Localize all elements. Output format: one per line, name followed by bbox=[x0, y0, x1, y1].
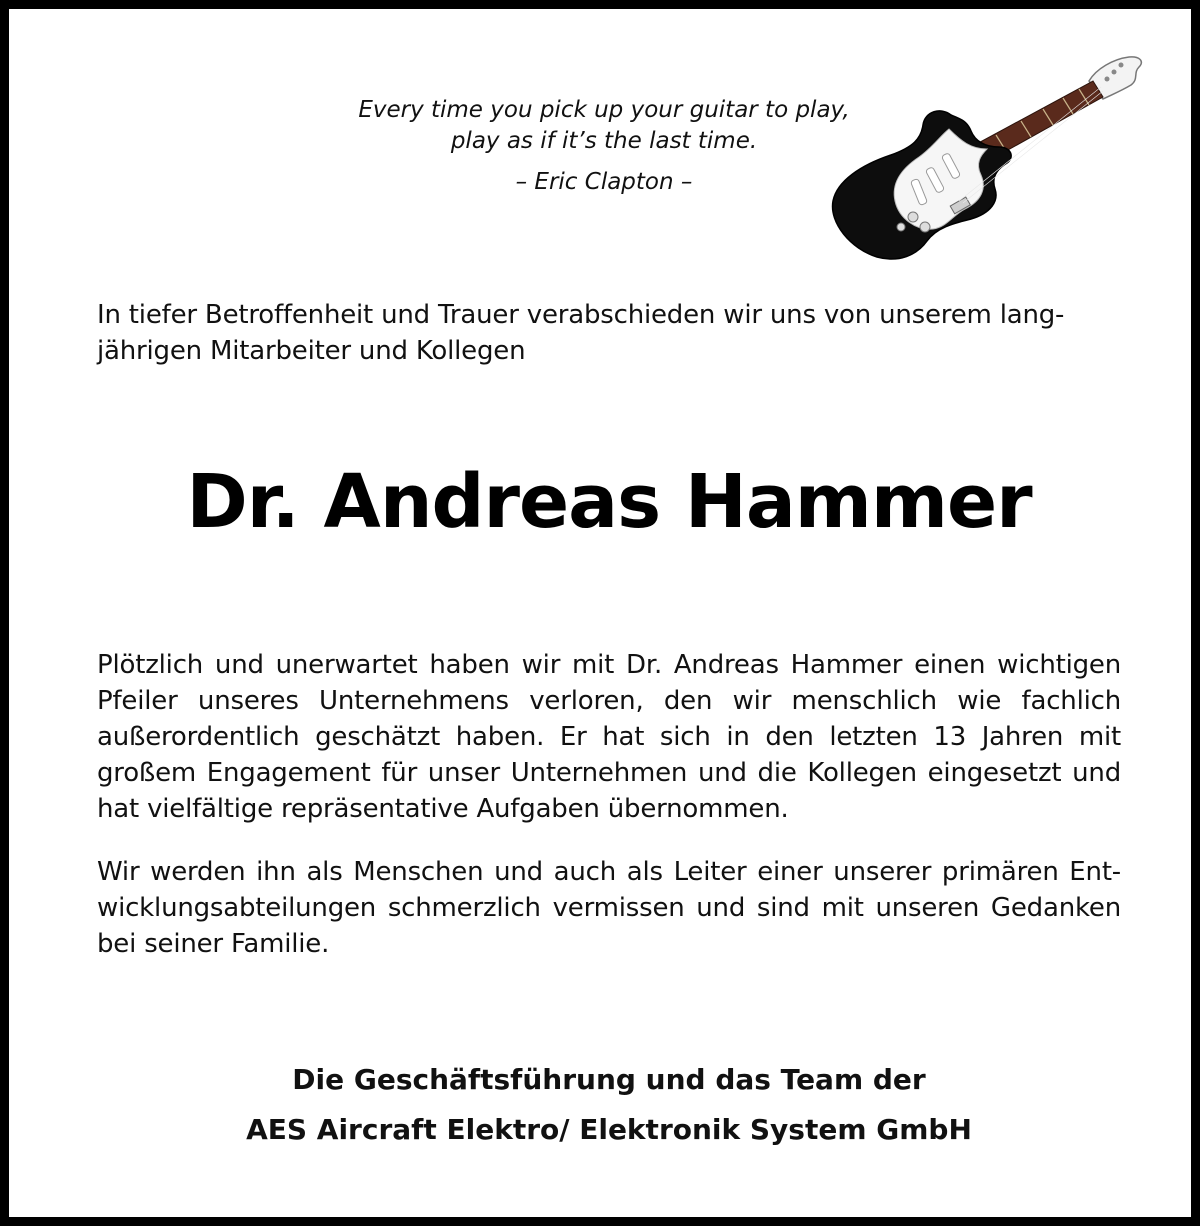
intro-line-1: In tiefer Betroffenheit und Trauer verabschieden wir uns von unserem lang- bbox=[97, 300, 1065, 330]
paragraph-2-line: wicklungsabteilungen schmerzlich vermissen und sind mit unseren Gedanken bbox=[97, 893, 1121, 923]
quote-line-2: play as if it’s the last time. bbox=[450, 128, 758, 154]
signature-line-2: AES Aircraft Elektro/ Elektronik System GmbH bbox=[246, 1113, 972, 1146]
paragraph-1-line: Pfeiler unseres Unternehmens verloren, den wir menschlich wie fachlich bbox=[97, 686, 1121, 716]
quote-block bbox=[309, 95, 899, 198]
signature-block bbox=[9, 1055, 1200, 1155]
paragraph-1-line: Plötzlich und unerwartet haben wir mit Dr. Andreas Hammer einen wichtigen bbox=[97, 650, 1121, 680]
paragraph-1-line: hat vielfältige repräsentative Aufgaben übernommen. bbox=[97, 794, 789, 824]
paragraph-2 bbox=[97, 854, 1121, 962]
electric-guitar-icon bbox=[821, 51, 1151, 263]
paragraph-2-line: bei seiner Familie. bbox=[97, 929, 330, 959]
intro-line-2: jährigen Mitarbeiter und Kollegen bbox=[97, 336, 526, 366]
paragraph-1-line: großem Engagement für unser Unternehmen und die Kollegen eingesetzt und bbox=[97, 758, 1121, 788]
quote-line-1: Every time you pick up your guitar to play, bbox=[358, 97, 850, 123]
paragraph-1 bbox=[97, 647, 1121, 827]
quote-author: – Eric Clapton – bbox=[515, 169, 693, 195]
signature-line-1: Die Geschäftsführung und das Team der bbox=[292, 1063, 926, 1096]
deceased-name: Dr. Andreas Hammer bbox=[186, 459, 1032, 545]
paragraph-1-line: außerordentlich geschätzt haben. Er hat sich in den letzten 13 Jahren mit bbox=[97, 722, 1121, 752]
intro-text bbox=[97, 297, 1121, 369]
paragraph-2-line: Wir werden ihn als Menschen und auch als Leiter einer unserer primären Ent- bbox=[97, 857, 1121, 887]
